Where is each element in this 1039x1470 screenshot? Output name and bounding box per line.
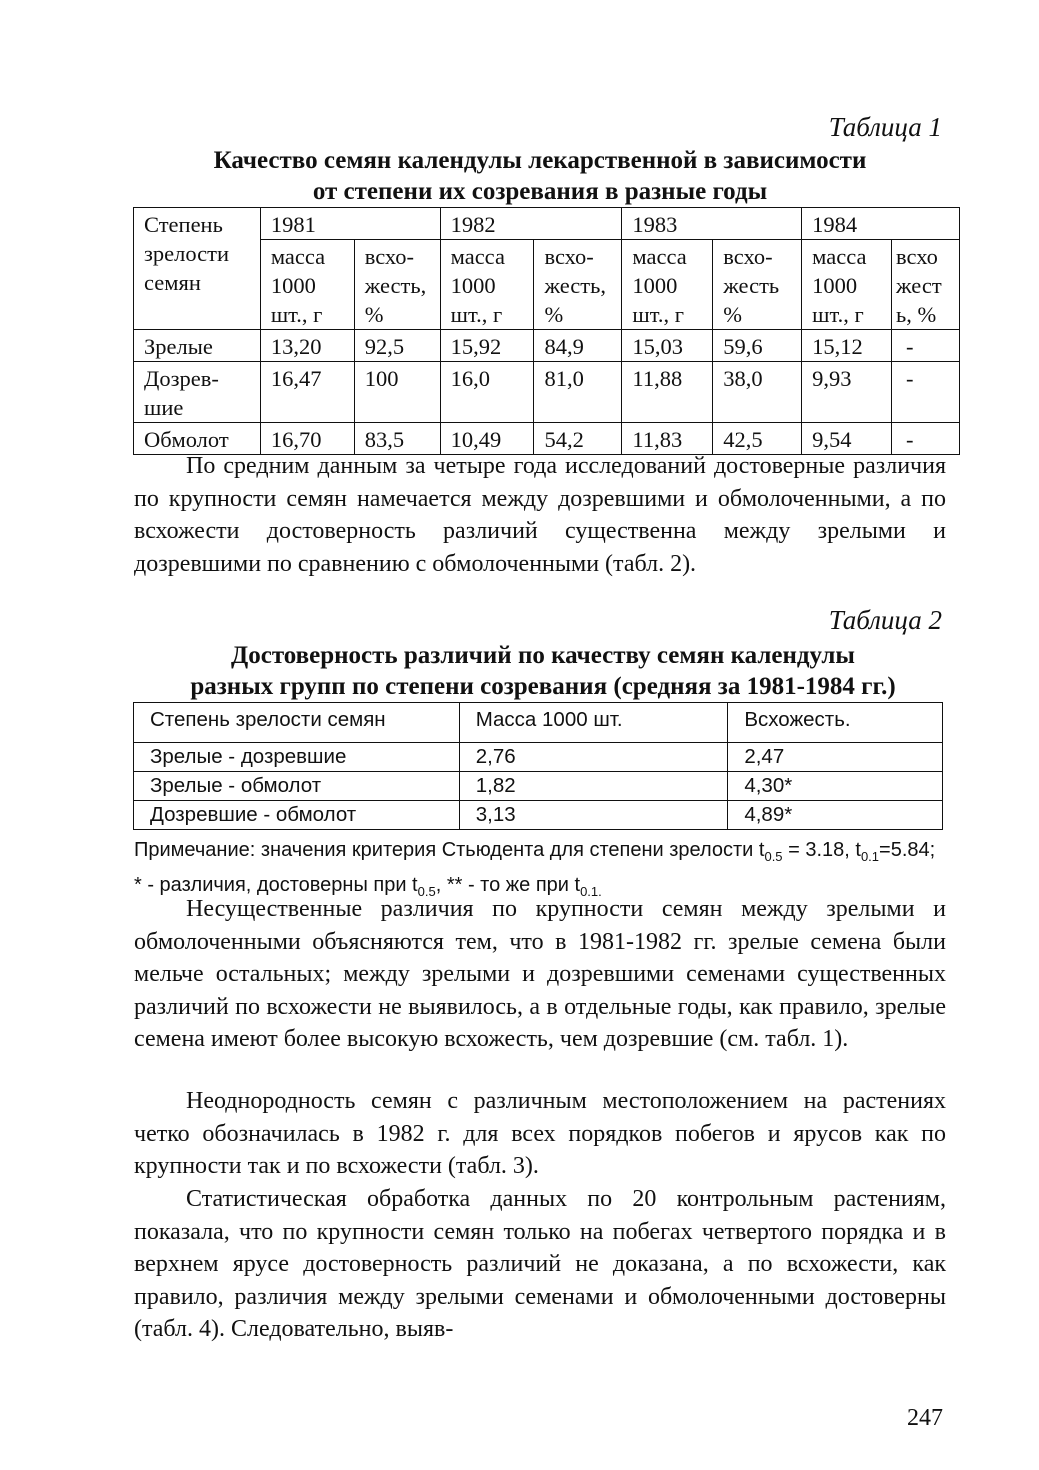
subheader-mass: масса 1000 шт., г (622, 240, 713, 330)
paragraph-2: Несущественные различия по крупности семян между зрелыми и обмолоченными объясняются тем, что в 1981-1982 гг. зрелые семена были мельче остальных; между зрелыми и дозревшими семенами существенных различий по всхожести не выявилось, а в отдельные годы, как правило, зрелые семена имеют более высокую всхожесть, чем дозревшие (см. табл. 1). (134, 896, 946, 1052)
table-row (134, 772, 943, 801)
cell: 11,83 (622, 423, 713, 455)
cell: 15,03 (622, 330, 713, 362)
cell: 13,20 (260, 330, 354, 362)
cell: 16,0 (440, 362, 534, 423)
table2-caption: Таблица 2 (828, 605, 942, 635)
cell: 54,2 (534, 423, 622, 455)
page-number: 247 (907, 1405, 943, 1431)
table2-note: Примечание: значения критерия Стьюдента для степени зрелости $t_{0.5} = 3.18$, $t_{0.1}=5.84$; * - различия, достоверны при $t_{0.5}$, ** - то же при $t_{0.1.}$ (134, 839, 936, 899)
cell: 38,0 (713, 362, 802, 423)
subheader-mass: масса 1000 шт., г (260, 240, 354, 330)
table2-title: Достоверность различий по качеству семян календулы разных групп по степени созревания (средняя за 1981-1984 гг.) (190, 642, 896, 700)
table-row (134, 362, 960, 423)
table1-caption: Таблица 1 (828, 112, 942, 142)
cell: 15,12 (802, 330, 892, 362)
table-row (134, 801, 943, 830)
cell: 100 (354, 362, 440, 423)
cell: 1,82 (459, 772, 728, 801)
cell: 3,13 (459, 801, 728, 830)
cell: 10,49 (440, 423, 534, 455)
cell: Зрелые - обмолот (134, 772, 460, 801)
cell: 59,6 (713, 330, 802, 362)
cell: 2,47 (728, 743, 943, 772)
table-row (134, 330, 960, 362)
year-1981: 1981 (260, 208, 440, 240)
cell: 92,5 (354, 330, 440, 362)
subheader-germination: всхо- жесть, % (354, 240, 440, 330)
table1 (133, 207, 960, 455)
cell: 4,89* (728, 801, 943, 830)
table1-year-row (134, 208, 960, 240)
table1-stub-header: Степень зрелости семян (134, 208, 261, 330)
cell: 4,30* (728, 772, 943, 801)
column-header: Масса 1000 шт. (459, 703, 728, 743)
cell: 11,88 (622, 362, 713, 423)
paragraph-1: По средним данным за четыре года исследований достоверные различия по крупности семян намечается между дозревшими и обмолоченными, а по всхожести достоверность различий существенна между зрелыми и дозревшими по сравнению с обмолоченными (табл. 2). (134, 453, 946, 577)
cell: Дозревшие - обмолот (134, 801, 460, 830)
cell: 42,5 (713, 423, 802, 455)
subheader-mass: масса 1000 шт., г (440, 240, 534, 330)
subheader-germination: всхо жест ь, % (892, 240, 960, 330)
cell: 84,9 (534, 330, 622, 362)
table2 (133, 702, 943, 830)
cell: 81,0 (534, 362, 622, 423)
cell: 16,70 (260, 423, 354, 455)
cell: 2,76 (459, 743, 728, 772)
table2-header-row (134, 703, 943, 743)
cell: 9,93 (802, 362, 892, 423)
row-label: Зрелые (134, 330, 261, 362)
table-row (134, 743, 943, 772)
cell: Зрелые - дозревшие (134, 743, 460, 772)
year-1984: 1984 (802, 208, 960, 240)
subheader-germination: всхо- жесть % (713, 240, 802, 330)
cell: 9,54 (802, 423, 892, 455)
column-header: Степень зрелости семян (134, 703, 460, 743)
cell: 15,92 (440, 330, 534, 362)
subheader-germination: всхо- жесть, % (534, 240, 622, 330)
cell: - (892, 423, 960, 455)
row-label: Дозрев- шие (134, 362, 261, 423)
paragraph-3: Неоднородность семян с различным местоположением на растениях четко обозначилась в 1982 г. для всех порядков побегов и ярусов как по крупности так и по всхожести (табл. 3). (134, 1088, 946, 1179)
subheader-mass: масса 1000 шт., г (802, 240, 892, 330)
cell: - (892, 330, 960, 362)
paragraph-4: Статистическая обработка данных по 20 контрольным растениям, показала, что по крупности семян только на побегах четвертого порядка и в верхнем ярусе достоверность различий не доказана, а по всхожести, как правило, различия между зрелыми семенами и обмолоченными достоверны (табл. 4). Следовательно, выяв- (134, 1186, 946, 1342)
cell: 83,5 (354, 423, 440, 455)
cell: - (892, 362, 960, 423)
row-label: Обмолот (134, 423, 261, 455)
year-1982: 1982 (440, 208, 622, 240)
cell: 16,47 (260, 362, 354, 423)
column-header: Всхожесть. (728, 703, 943, 743)
table1-title: Качество семян календулы лекарственной в зависимости от степени их созревания в разные годы (213, 147, 867, 205)
year-1983: 1983 (622, 208, 802, 240)
